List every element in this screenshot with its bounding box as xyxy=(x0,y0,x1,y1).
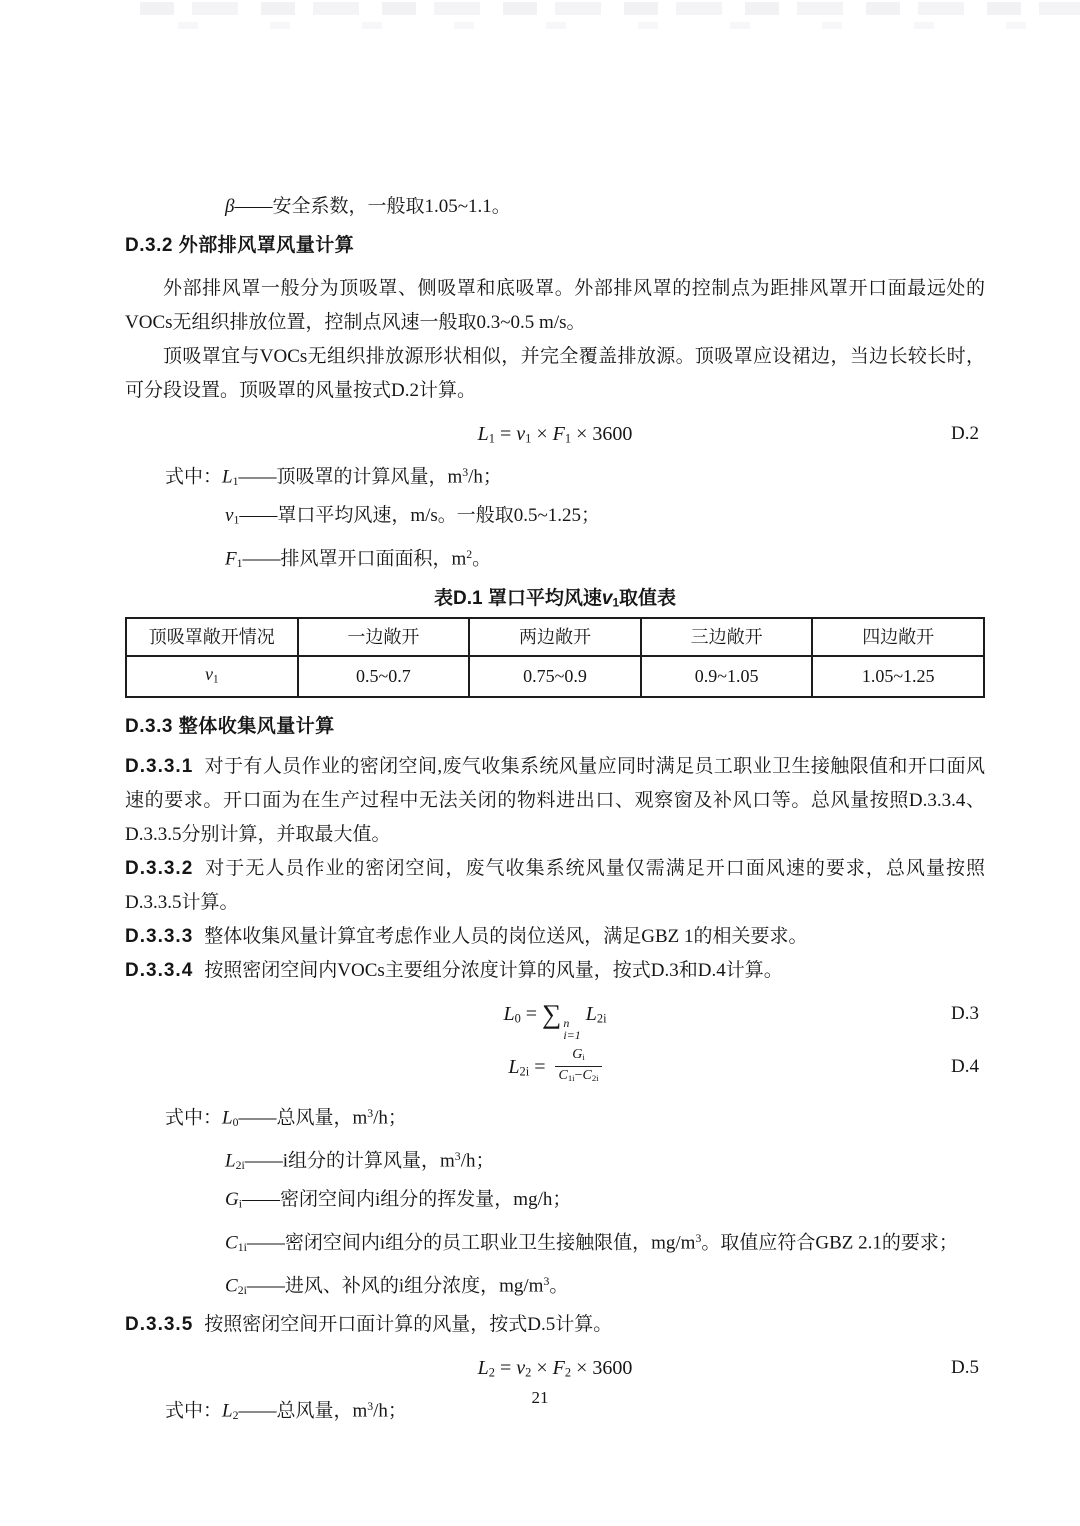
formula-d3-label: D.3 xyxy=(951,1003,979,1025)
formula-d3-rhs: L2i xyxy=(585,1003,607,1026)
formula-d2-label: D.2 xyxy=(951,423,979,444)
formula-d5 xyxy=(125,1349,985,1387)
clause-d331-number: D.3.3.1 xyxy=(125,756,194,778)
summation-upper-limit: n xyxy=(563,1016,570,1031)
sigma-glyph: ∑ xyxy=(542,999,562,1030)
page-number: 21 xyxy=(531,1388,549,1407)
where-d2-line-2: v1——罩口平均风速，m/s。一般取0.5~1.25； xyxy=(225,505,601,527)
formula-d3 xyxy=(125,995,985,1043)
table-d1-cell: 1.05~1.25 xyxy=(812,656,984,697)
clause-d335-number: D.3.3.5 xyxy=(125,1313,194,1335)
where-d5-line-1: 式中：L2——总风量，$m^3/h$； xyxy=(165,1399,407,1422)
clause-d335-text: 按照密闭空间开口面计算的风量，按式D.5计算。 xyxy=(204,1313,613,1335)
where-d34-line-5: C2i——进风、补风的i组分浓度，$mg/m^3$。 xyxy=(225,1274,569,1297)
clause-d334 xyxy=(125,954,985,988)
summation-lower-limit: i=1 xyxy=(563,1028,581,1043)
clause-d332 xyxy=(125,852,985,920)
formula-d3-lhs: L0 = xyxy=(503,1003,543,1026)
table-d1-header-cell: 两边敞开 xyxy=(469,618,641,656)
where-d34-line-2: L2i——i组分的计算风量，$m^3/h$； xyxy=(225,1150,495,1173)
paragraph-d32-1: 外部排风罩一般分为顶吸罩、侧吸罩和底吸罩。外部排风罩的控制点为距排风罩开口面最远处的VOCs无组织排放位置，控制点风速一般取0.3~0.5 m/s。 xyxy=(125,278,985,333)
formula-d2-expression: L1 = v1 × F1 × 3600 xyxy=(477,423,633,446)
clause-d331 xyxy=(125,750,985,852)
table-d1-cell: 0.9~1.05 xyxy=(641,656,813,697)
clause-d331-text: 对于有人员作业的密闭空间,废气收集系统风量应同时满足员工职业卫生接触限值和开口面风速的要求。开口面为在生产过程中无法关闭的物料进出口、观察窗及补风口等。总风量按照D.3.3.4、D.3.3.5分别计算，并取最大值。 xyxy=(125,756,985,846)
table-d1-header-cell: 四边敞开 xyxy=(812,618,984,656)
clause-d334-number: D.3.3.4 xyxy=(125,960,194,982)
table-d1-data-row xyxy=(126,656,984,697)
where-d2-line-1: 式中：L1——顶吸罩的计算风量，$m^3/h$； xyxy=(165,466,502,489)
where-block-d34 xyxy=(125,1097,985,1308)
section-heading-d33: D.3.3 整体收集风量计算 xyxy=(125,716,335,738)
clause-d335 xyxy=(125,1308,985,1342)
fraction-numerator: Gi xyxy=(572,1047,585,1063)
table-d1-header-cell: 三边敞开 xyxy=(641,618,813,656)
table-d1-header-cell: 顶吸罩敞开情况 xyxy=(126,618,298,656)
clause-d333-text: 整体收集风量计算宜考虑作业人员的岗位送风，满足GBZ 1的相关要求。 xyxy=(204,926,808,948)
table-d1-header-row xyxy=(126,618,984,656)
table-d1-cell: 0.75~0.9 xyxy=(469,656,641,697)
table-d1-row-label: v1 xyxy=(126,656,298,697)
where-block-d2 xyxy=(125,456,985,581)
scan-artifact-top-2 xyxy=(178,22,1080,29)
formula-d4-lhs: L2i = xyxy=(508,1056,551,1079)
clause-d333 xyxy=(125,920,985,954)
table-d1 xyxy=(125,617,985,698)
formula-d5-expression: L2 = v2 × F2 × 3600 xyxy=(477,1356,633,1380)
where-d34-line-1: 式中：L0——总风量，$m^3/h$； xyxy=(165,1107,407,1130)
where-d34-line-3: Gi——密闭空间内i组分的挥发量，mg/h； xyxy=(225,1189,572,1211)
fraction xyxy=(555,1046,601,1087)
table-d1-title: 表D.1 罩口平均风速v1取值表 xyxy=(434,587,676,610)
where-d2-line-3: F1——排风罩开口面面积，$m^2$。 xyxy=(225,547,492,570)
clause-d333-number: D.3.3.3 xyxy=(125,926,194,948)
formula-d4-label: D.4 xyxy=(951,1056,979,1078)
clause-d332-text: 对于无人员作业的密闭空间，废气收集系统风量仅需满足开口面风速的要求，总风量按照D.3.3.5计算。 xyxy=(125,858,985,914)
summation-symbol xyxy=(542,999,581,1043)
fraction-denominator: C1i−C2i xyxy=(555,1066,601,1087)
formula-d2 xyxy=(125,415,985,453)
clause-d332-number: D.3.3.2 xyxy=(125,858,194,880)
table-d1-cell: 0.5~0.7 xyxy=(298,656,470,697)
clause-d334-text: 按照密闭空间内VOCs主要组分浓度计算的风量，按式D.3和D.4计算。 xyxy=(204,960,783,982)
symbol-note-beta: β——安全系数，一般取1.05~1.1。 xyxy=(225,196,511,217)
formula-d5-label: D.5 xyxy=(951,1356,979,1378)
paragraph-d32-2: 顶吸罩宜与VOCs无组织排放源形状相似，并完全覆盖排放源。顶吸罩应设裙边，当边长较长时，可分段设置。顶吸罩的风量按式D.2计算。 xyxy=(125,346,985,401)
scan-artifact-top xyxy=(140,2,1080,15)
formula-d4 xyxy=(125,1040,985,1094)
table-d1-header-cell: 一边敞开 xyxy=(298,618,470,656)
section-heading-d32: D.3.2 外部排风罩风量计算 xyxy=(125,235,355,256)
where-d34-line-4: C1i——密闭空间内i组分的员工职业卫生接触限值，$mg/m^3$。取值应符合GBZ 2.1的要求； xyxy=(225,1231,958,1254)
summation-limits xyxy=(563,1017,580,1041)
